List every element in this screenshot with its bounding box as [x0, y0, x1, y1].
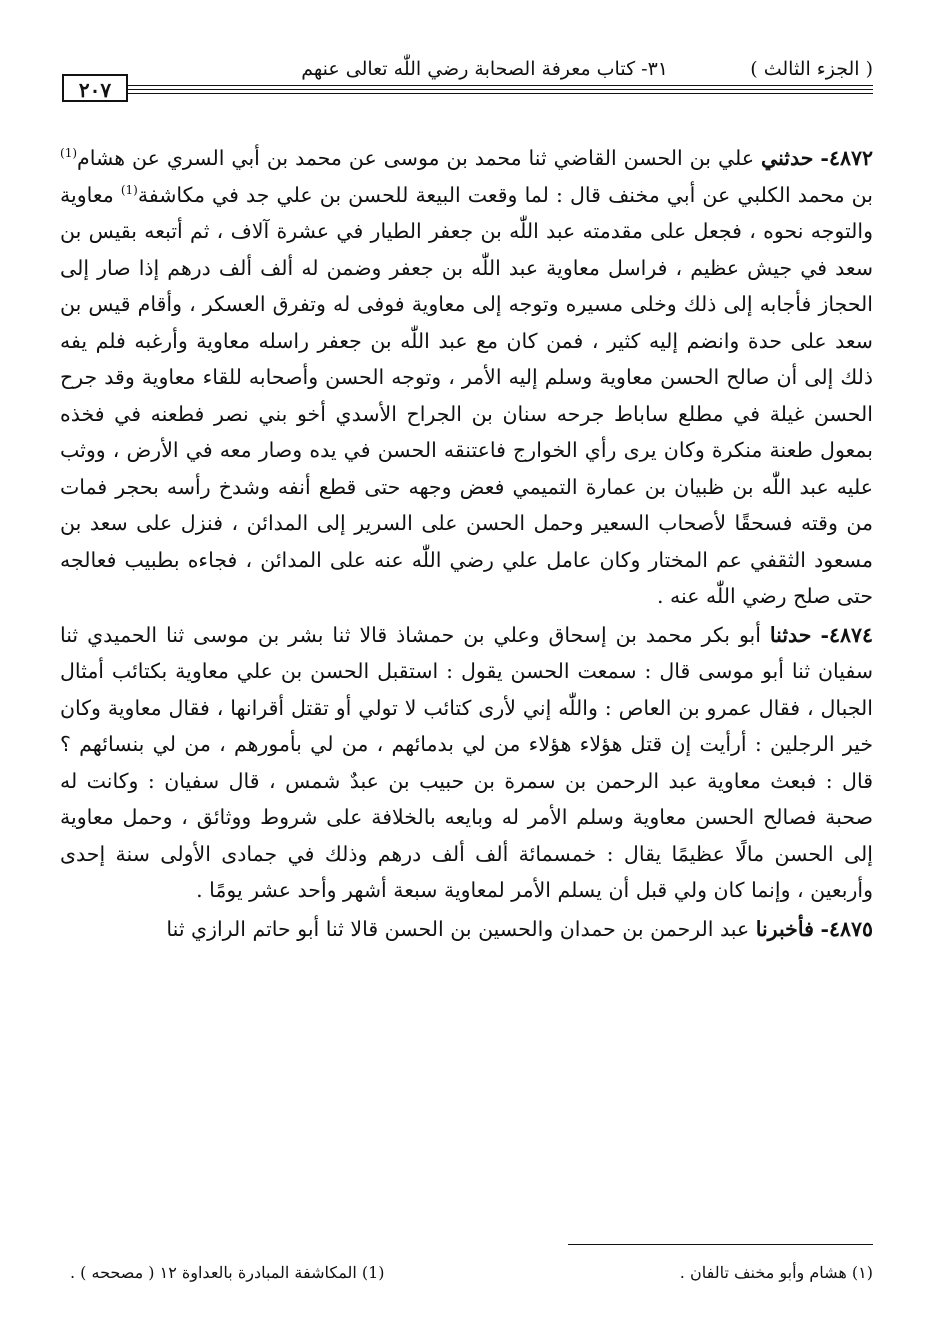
hadith-text: علي بن الحسن القاضي ثنا محمد بن موسى عن محمد بن أبي السري عن هشام: [77, 146, 755, 170]
hadith-text: بن محمد الكلبي عن أبي مخنف قال : لما وقعت البيعة للحسن بن علي جد في مكاشفة: [137, 182, 873, 207]
hadith-lead-word: حدثني: [761, 146, 814, 170]
header-rule-top: [126, 85, 873, 86]
footnote-1: (١) هشام وأبو مخنف تالفان .: [679, 1263, 873, 1282]
hadith-number: ٤٨٧٢-: [820, 146, 873, 170]
hadith-4872: [60, 140, 873, 615]
footnote-ref-2: (1): [120, 182, 138, 197]
hadith-4875: [60, 911, 873, 948]
hadith-number: ٤٨٧٤-: [820, 622, 873, 647]
hadith-number: ٤٨٧٥-: [820, 916, 873, 941]
hadith-4874: [60, 617, 873, 909]
footnote-2: (1) المكاشفة المبادرة بالعداوة ١٢ ( مصححه ) .: [70, 1263, 385, 1282]
chapter-title: ٣١- كتاب معرفة الصحابة رضي اللّٰه تعالى عنهم: [301, 58, 668, 80]
header-rule-middle: [126, 89, 873, 90]
footnotes: [60, 1258, 873, 1298]
page-number: ٢٠٧: [62, 74, 128, 102]
volume-label: ( الجزء الثالث ): [750, 58, 873, 80]
hadith-text: عبد الرحمن بن حمدان والحسين بن الحسن قالا ثنا أبو حاتم الرازي ثنا: [166, 916, 750, 941]
main-text: [60, 140, 873, 947]
hadith-lead-word: حدثنا: [769, 622, 812, 647]
hadith-text: أبو بكر محمد بن إسحاق وعلي بن حمشاذ قالا ثنا بشر بن موسى ثنا الحميدي ثنا سفيان ثنا أبو موسى قال : سمعت الحسن يقول : استقبل الحسن بن علي معاوية بكتائب أمثال الجبال ، فقال عمرو بن العاص : واللّٰه إني لأرى كتائب لا تولي أو تقتل أقرانها ، فقال معاوية وكان خير الرجلين : أرأيت إن قتل هؤلاء هؤلاء من لي بدمائهم ، من لي بأمورهم ، من لي بنسائهم ؟ قال : فبعث معاوية عبد الرحمن بن سمرة بن حبيب بن عبدٌ شمس ، قال سفيان : وكانت له صحبة فصالح الحسن معاوية وسلم الأمر له وبايعه بالخلافة على شروط ووثائق ، وحمل معاوية إلى الحسن مالًا عظيمًا يقال : خمسمائة ألف ألف درهم وذلك في جمادى الأولى سنة إحدى وأربعين ، وإنما كان ولي قبل أن يسلم الأمر لمعاوية سبعة أشهر وأحد عشر يومًا .: [60, 622, 874, 902]
book-page: [60, 48, 873, 1308]
page-header: [60, 48, 873, 102]
header-rule-bottom: [126, 93, 873, 94]
footnote-ref-1: (1): [60, 146, 78, 161]
footnote-separator: [568, 1244, 873, 1245]
hadith-text: معاوية والتوجه نحوه ، فجعل على مقدمته عبد اللّٰه بن جعفر الطيار في عشرة آلاف ، ثم أتبعه بقيس بن سعد في جيش عظيم ، فراسل معاوية عبد اللّٰه بن جعفر وضمن له ألف ألف درهم إذا صار إلى الحجاز فأجابه إلى ذلك وخلى مسيره وتوجه إلى معاوية فوفى له وتفرق العسكر ، وأقام قيس بن سعد على حدة وانضم إليه كثير ، فمن كان مع عبد اللّٰه بن جعفر راسله معاوية وأرغبه فلم يفه ذلك إلى أن صالح الحسن معاوية وسلم إليه الأمر ، وتوجه الحسن وأصحابه للقاء معاوية وقد جرح الحسن غيلة في مطلع ساباط جرحه سنان بن الجراح الأسدي أخو بني نصر فطعنه في فخذه بمعول طعنة منكرة وكان يرى رأي الخوارج فاعتنقه الحسن في يده وصار معه في الأرض ، ووثب عليه عبد اللّٰه بن ظبيان بن عمارة التميمي فعض وجهه حتى قطع أنفه وشدخ رأسه بحجر فمات من وقته فسحقًا لأصحاب السعير وحمل الحسن على السرير إلى المدائن ، فنزل على سعد بن مسعود الثقفي عم المختار وكان عامل علي رضي اللّٰه عنه على المدائن ، فجاءه بطبيب فعالجه حتى صلح رضي اللّٰه عنه .: [60, 182, 873, 608]
hadith-lead-word: فأخبرنا: [755, 916, 814, 941]
running-head: [60, 54, 873, 84]
